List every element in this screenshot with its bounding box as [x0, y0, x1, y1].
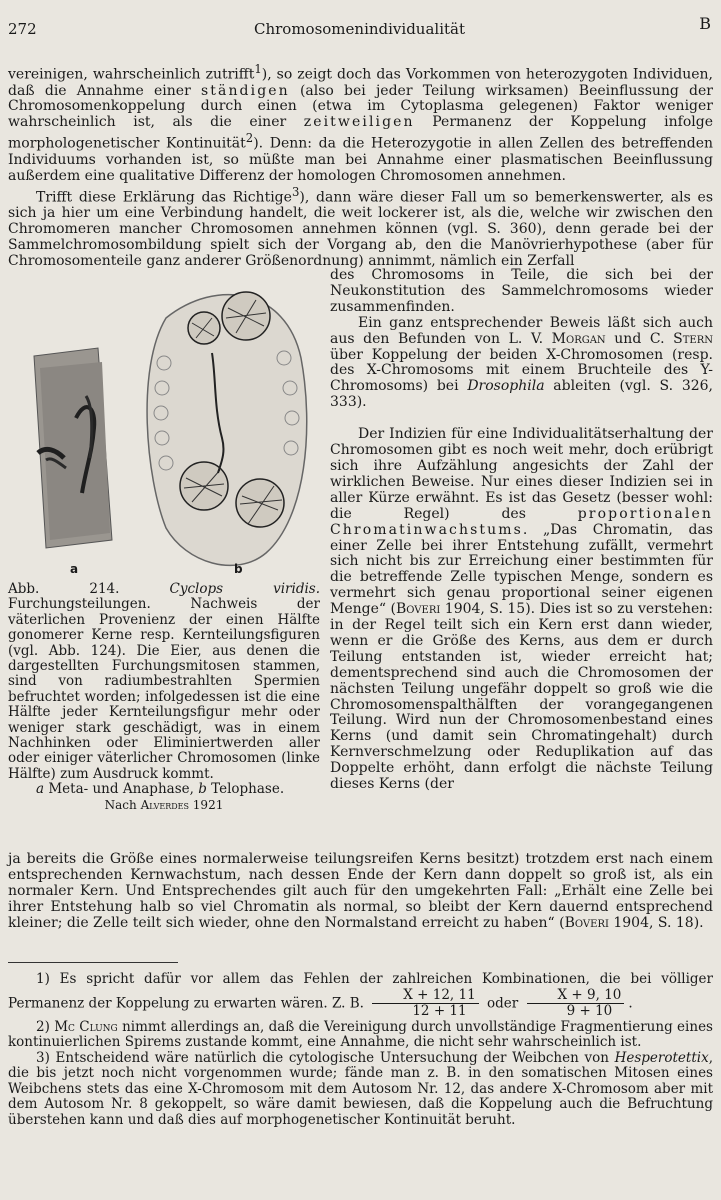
figure-caption [8, 582, 320, 813]
figure-214-drawing [16, 278, 318, 580]
paragraph-1: vereinigen, wahrscheinlich zutrifft$^1$), so zeigt doch das Vorkommen von heterozygoten Individuen, daß die Annahme einer ständigen (also bei jeder Teilung wirksamen) Beeinflussung der Chromosomenkoppelung durch einen (etwa im Cytoplasma gelegenen) Faktor weniger wahrscheinlich ist, als die einer zeitweiligen Permanenz der Koppelung infolge morphologenetischer Kontinuität$^2$). Denn: da die Heterozygotie in allen Zellen des betreffenden Individuums vorhanden ist, so müßte man bei Annahme einer plasmatischen Beeinflussung außerdem eine qualitative Differenz der homologen Chromosomen annehmen. [8, 62, 714, 184]
footnotes [8, 972, 713, 1128]
bottom-text-block [8, 852, 713, 932]
caption-source: Nach Alverdes 1921 [104, 797, 224, 812]
running-title: Chromosomenindividualität [253, 20, 465, 38]
figure-panel-a [34, 348, 112, 548]
signature-mark: B [699, 14, 711, 33]
paragraph-2: Trifft diese Erklärung das Richtige$^3$), dann wäre dieser Fall um so bemerkenswerter, als es sich ja hier um eine Verbindung handelt, die weit lockerer ist, als die, welche wir zwischen den Chromomeren mancher Chromosomen annehmen können (vgl. S. 360), denn gerade bei der Sammelchromosombildung spielt sich der Vorgang ab, den die Manövrierhypothese (aber für Chromosomenteile ganz anderer Größenordnung) annimmt, nämlich ein Zerfall [8, 184, 714, 269]
footnote-rule [8, 962, 178, 963]
caption-text: Abb. 214. Cyclops viridis. Furchungsteilungen. Nachweis der väterlichen Provenienz der einen Hälfte gonomerer Kerne resp. Kernteilungsfiguren (vgl. Abb. 124). Die Eier, aus denen die dargestellten Furchungsmitosen stammen, sind von radiumbestrahlten Spermien befruchtet worden; infolgedessen ist die eine Hälfte jeder Kernteilungsfigur mehr oder weniger stark geschädigt, was in einem Nachhinken oder Eliminiertwerden aller oder einiger väterlicher Chromosomen (linke Hälfte) zum Ausdruck kommt. [8, 581, 320, 782]
figure-panel-b [147, 292, 307, 565]
paragraph-3: Ein ganz entsprechender Beweis läßt sich auch aus den Befunden von L. V. Morgan und C. Stern über Koppelung der beiden X-Chromosomen (resp. des X-Chromosoms mit einem Bruchteile des Y-Chromosoms) bei Drosophila ableiten (vgl. S. 326, 333). [330, 314, 713, 411]
footnote-1: 1) Es spricht dafür vor allem das Fehlen der zahlreichen Kombinationen, die bei völliger Permanenz der Koppelung zu erwarten wären. Z. B. $\frac{X + 12, 11}{12 + 11}$ oder $\frac{X + 9, 10}{9 + 10}$ . [8, 971, 713, 1019]
paragraph-4: Der Indizien für eine Individualitätserhaltung der Chromosomen gibt es noch weit mehr, doch erübrigt sich ihre Aufzählung angesichts der Zahl der wirklichen Beweise. Nur eines dieser Indizien sei in aller Kürze erwähnt. Es ist das Gesetz (besser wohl: die Regel) des proportionalen Chromatinwachstums. „Das Chromatin, das einer Zelle bei ihrer Entstehung zufällt, vermehrt sich nicht bis zur Erreichung einer bestimmten für die betreffende Zelle typischen Menge, sondern es vermehrt sich genau proportional seiner eigenen Menge“ (Boveri 1904, S. 15). Dies ist so zu verstehen: in der Regel teilt sich ein Kern erst dann wieder, wenn er die Größe des Kerns, aus dem er durch Teilung entstanden ist, wieder erreicht hat; dementsprechend sind auch die Chromosomen der nächsten Teilung ungefähr doppelt so groß wie die Chromosomenspalthälften der vorangegangenen Teilung. Wird nun der Chromosomenbestand eines Kerns (und damit sein Chromatingehalt) durch Kernverschmelzung oder Reduplikation auf das Doppelte erhöht, dann erfolgt die nächste Teilung dieses Kerns (der [330, 426, 714, 793]
footnote-3: 3) Entscheidend wäre natürlich die cytologische Untersuchung der Weibchen von Hesperotettix, die bis jetzt noch nicht vorgenommen wurde; fände man z. B. in den somatischen Mitosen eines Weibchens stets das eine X-Chromosom mit dem Autosom Nr. 12, das andere X-Chromosom aber mit dem Autosom Nr. 8 gekoppelt, so wäre damit bewiesen, daß die Koppelung auch die Befruchtung überstehen kann und daß dies auf morphogenetischer Kontinuität beruht. [8, 1049, 713, 1128]
figure-label-a: a [70, 562, 79, 576]
right-column [330, 268, 713, 793]
fraction-1: $\frac{X + 12, 11}{12 + 11}$ [372, 988, 478, 1020]
paragraph-4-continued: ja bereits die Größe eines normalerweise teilungsreifen Kerns besitzt) trotzdem erst nach einem entsprechenden Kernwachstum, nach dessen Ende der Kern dann doppelt so groß ist, als ein normaler Kern. Und Entsprechendes gilt auch für den umgekehrten Fall: „Erhält eine Zelle bei ihrer Entstehung halb so viel Chromatin als normal, so bleibt der Kern dauernd entsprechend kleiner; die Zelle teilt sich wieder, ohne den Normalstand erreicht zu haben“ (Boveri 1904, S. 18). [8, 851, 713, 931]
top-text-block [8, 62, 713, 270]
footnote-2: 2) Mc Clung nimmt allerdings an, daß die Vereinigung durch unvollständige Fragmentierung eines kontinuierlichen Spirems zustande kommt, eine Annahme, die nicht sehr wahrscheinlich ist. [8, 1018, 713, 1050]
page-header [8, 14, 711, 42]
fraction-2: $\frac{X + 9, 10}{9 + 10}$ [527, 988, 625, 1020]
figure-214-image [16, 278, 318, 580]
caption-panels: a Meta- und Anaphase, b Telophase. [36, 781, 285, 798]
paragraph-2-continued: des Chromosoms in Teile, die sich bei der Neukonstitution des Sammelchromosoms wieder zusammenfinden. [330, 267, 713, 315]
figure-label-b: b [234, 562, 243, 576]
page-number: 272 [8, 20, 37, 38]
